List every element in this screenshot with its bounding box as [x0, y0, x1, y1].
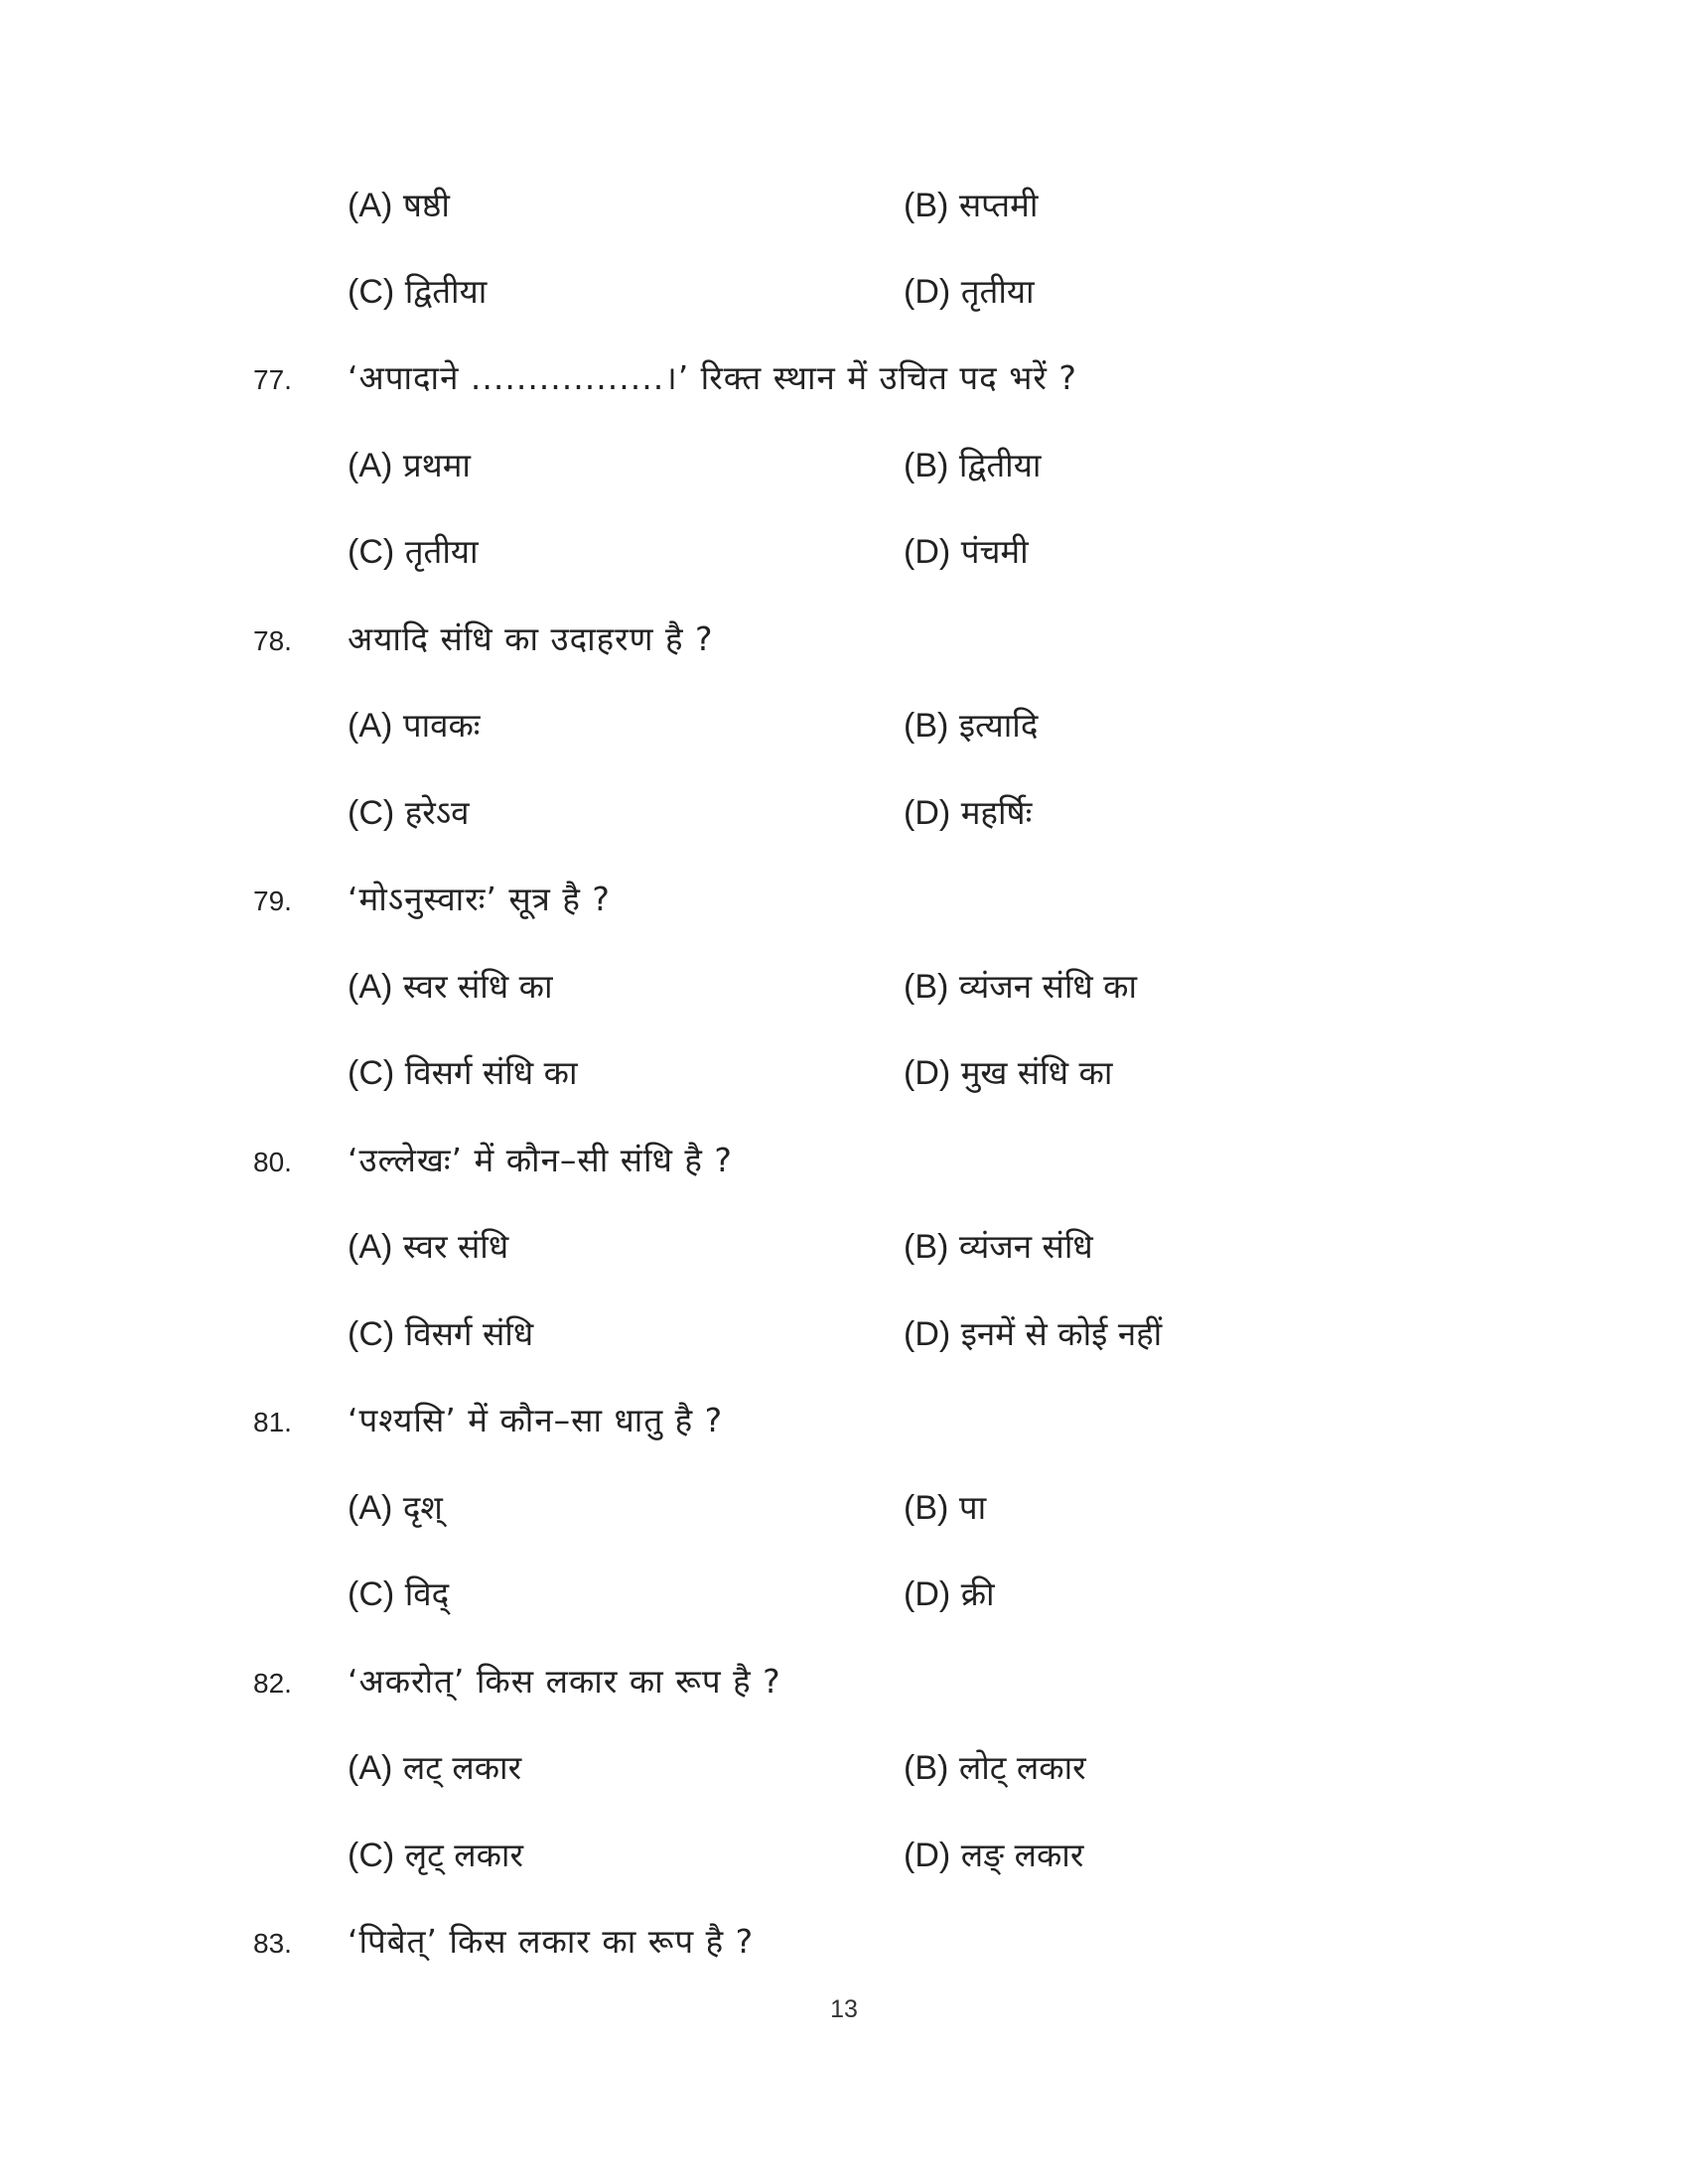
option-a: [348, 1216, 508, 1278]
option-text: पंचमी: [960, 532, 1029, 571]
option-label: (C): [348, 1054, 395, 1092]
option-label: (B): [904, 1489, 949, 1527]
options-row: [0, 1216, 1688, 1278]
option-label: (C): [348, 273, 395, 311]
option-text: मुख संधि का: [960, 1053, 1113, 1092]
option-text: दृश्: [402, 1488, 443, 1527]
option-label: (C): [348, 533, 395, 571]
option-text: स्वर संधि का: [402, 967, 553, 1006]
question-text: ‘उल्लेखः’ में कौन–सी संधि है ?: [348, 1141, 733, 1179]
option-c: [348, 261, 487, 323]
question-80: [0, 1130, 1688, 1191]
option-d: [904, 1303, 1162, 1365]
option-text: व्यंजन संधि: [958, 1227, 1093, 1266]
option-label: (A): [348, 1228, 393, 1266]
question-83: [0, 1911, 1688, 1973]
option-a: [348, 435, 471, 496]
option-text: हरेऽव: [404, 793, 470, 832]
option-label: (B): [904, 968, 949, 1006]
option-d: [904, 261, 1035, 323]
option-label: (C): [348, 1575, 395, 1613]
option-c: [348, 1042, 578, 1104]
option-d: [904, 521, 1029, 583]
option-text: लोट् लकार: [958, 1748, 1086, 1787]
options-row: [0, 1303, 1688, 1365]
option-label: (D): [904, 273, 951, 311]
question-number: 83.: [253, 1928, 292, 1959]
option-text: षष्ठी: [402, 186, 450, 224]
option-label: (A): [348, 1749, 393, 1787]
option-d: [904, 1564, 995, 1625]
options-row: [0, 261, 1688, 323]
option-label: (D): [904, 533, 951, 571]
option-b: [904, 1477, 986, 1539]
option-text: सप्तमी: [958, 186, 1039, 224]
option-d: [904, 782, 1032, 844]
option-label: (B): [904, 1749, 949, 1787]
option-text: इत्यादि: [958, 706, 1039, 745]
option-b: [904, 435, 1041, 496]
option-label: (D): [904, 1575, 951, 1613]
options-row: [0, 782, 1688, 844]
question-82: [0, 1651, 1688, 1712]
option-label: (C): [348, 1837, 395, 1874]
option-text: विसर्ग संधि का: [404, 1053, 578, 1092]
options-row: [0, 695, 1688, 756]
option-c: [348, 782, 469, 844]
option-a: [348, 1477, 443, 1539]
option-text: पावकः: [402, 706, 481, 745]
option-text: तृतीया: [960, 272, 1035, 311]
option-label: (A): [348, 707, 393, 745]
option-label: (B): [904, 447, 949, 484]
option-label: (B): [904, 187, 949, 224]
options-row: [0, 1737, 1688, 1799]
option-d: [904, 1042, 1112, 1104]
options-row: [0, 956, 1688, 1018]
option-text: स्वर संधि: [402, 1227, 509, 1266]
page-number: 13: [830, 1995, 858, 2023]
option-text: लृट् लकार: [404, 1836, 523, 1874]
options-row: [0, 521, 1688, 583]
option-c: [348, 1303, 533, 1365]
question-number: 78.: [253, 625, 292, 656]
option-text: महर्षिः: [960, 793, 1033, 832]
option-text: विसर्ग संधि: [404, 1314, 534, 1353]
question-78: [0, 609, 1688, 670]
option-a: [348, 956, 553, 1018]
option-text: क्री: [960, 1574, 995, 1613]
question-text: ‘अपादाने .................।’ रिक्त स्थान में उचित पद भरें ?: [348, 358, 1077, 397]
question-text: अयादि संधि का उदाहरण है ?: [348, 619, 714, 658]
question-81: [0, 1390, 1688, 1451]
options-row: [0, 1477, 1688, 1539]
option-b: [904, 175, 1038, 236]
question-text: ‘अकरोत्’ किस लकार का रूप है ?: [348, 1662, 781, 1701]
option-c: [348, 1564, 449, 1625]
option-text: तृतीया: [404, 532, 479, 571]
option-a: [348, 695, 480, 756]
options-row: [0, 1825, 1688, 1886]
question-number: 80.: [253, 1147, 292, 1177]
option-text: लट् लकार: [402, 1748, 522, 1787]
option-label: (A): [348, 1489, 393, 1527]
option-text: पा: [958, 1488, 987, 1527]
option-text: विद्: [404, 1574, 450, 1613]
option-label: (D): [904, 1837, 951, 1874]
question-number: 81.: [253, 1407, 292, 1437]
question-number: 79.: [253, 886, 292, 916]
question-text: ‘पश्यसि’ में कौन–सा धातु है ?: [348, 1401, 724, 1439]
options-row: [0, 435, 1688, 496]
option-label: (D): [904, 1315, 951, 1353]
option-label: (B): [904, 1228, 949, 1266]
option-label: (A): [348, 968, 393, 1006]
option-text: द्वितीया: [404, 272, 488, 311]
option-d: [904, 1825, 1083, 1886]
option-label: (C): [348, 1315, 395, 1353]
option-c: [348, 521, 479, 583]
option-text: इनमें से कोई नहीं: [960, 1314, 1163, 1353]
option-b: [904, 695, 1038, 756]
question-number: 82.: [253, 1668, 292, 1699]
option-a: [348, 1737, 521, 1799]
option-label: (D): [904, 794, 951, 832]
option-b: [904, 956, 1137, 1018]
option-label: (B): [904, 707, 949, 745]
option-label: (C): [348, 794, 395, 832]
option-text: द्वितीया: [958, 446, 1042, 484]
option-text: प्रथमा: [402, 446, 471, 484]
option-b: [904, 1216, 1093, 1278]
options-row: [0, 1564, 1688, 1625]
question-text: ‘पिबेत्’ किस लकार का रूप है ?: [348, 1922, 755, 1961]
option-label: (A): [348, 447, 393, 484]
option-text: लङ् लकार: [960, 1836, 1084, 1874]
question-77: [0, 347, 1688, 409]
question-79: [0, 869, 1688, 930]
option-label: (D): [904, 1054, 951, 1092]
option-a: [348, 175, 450, 236]
question-text: ‘मोऽनुस्वारः’ सूत्र है ?: [348, 880, 611, 918]
option-text: व्यंजन संधि का: [958, 967, 1138, 1006]
option-b: [904, 1737, 1086, 1799]
option-c: [348, 1825, 523, 1886]
options-row: [0, 1042, 1688, 1104]
question-number: 77.: [253, 364, 292, 395]
options-row: [0, 175, 1688, 236]
option-label: (A): [348, 187, 393, 224]
